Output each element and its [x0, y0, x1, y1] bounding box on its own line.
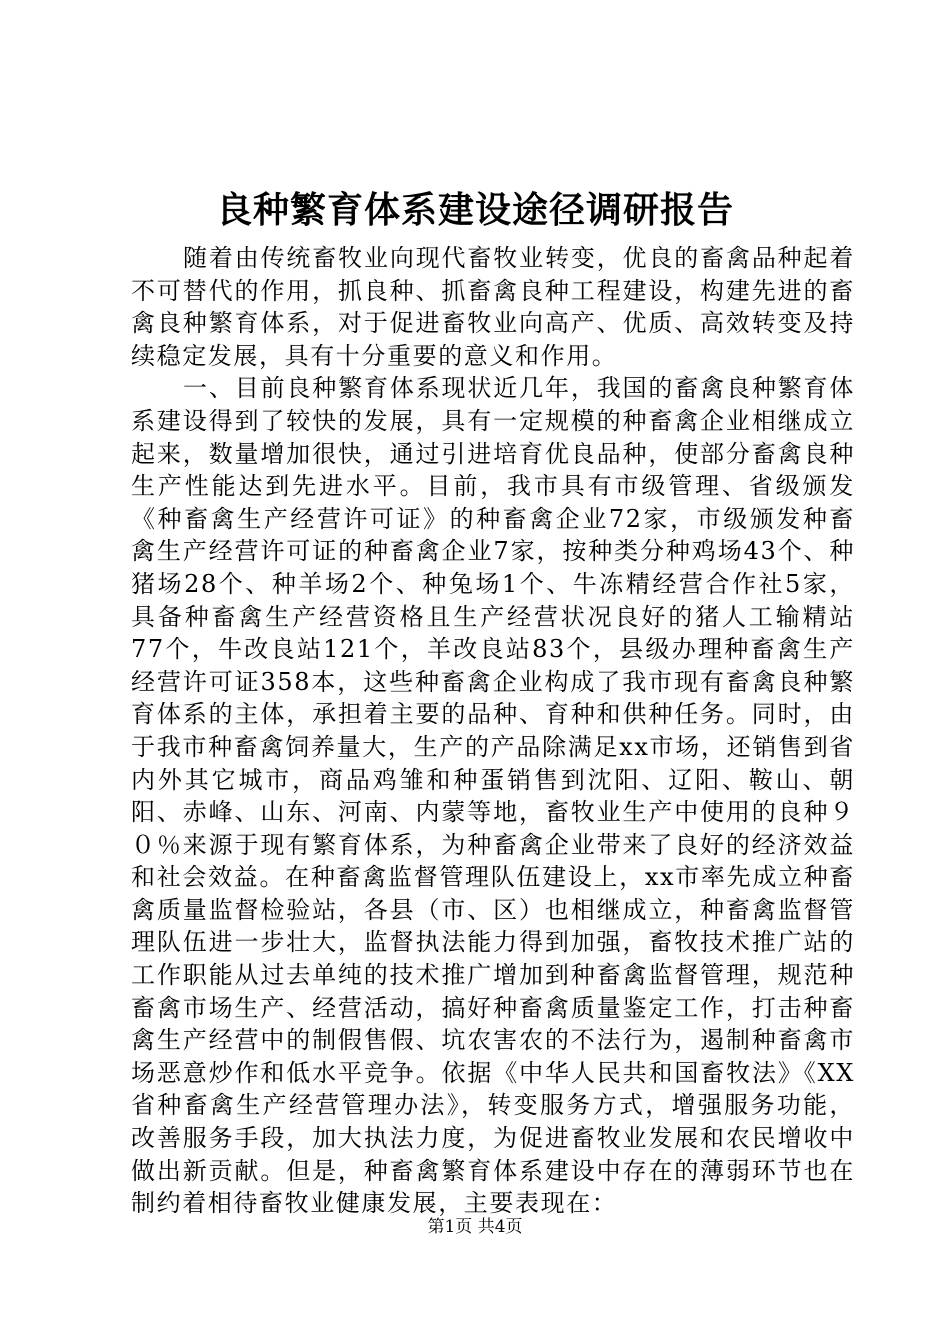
document-body — [131, 242, 855, 1220]
document-title: 良种繁育体系建设途径调研报告 — [215, 189, 734, 231]
page-number-footer: 第1页 共4页 — [427, 1217, 523, 1237]
intro-paragraph: 随着由传统畜牧业向现代畜牧业转变，优良的畜禽品种起着不可替代的作用，抓良种、抓畜禽良种工程建设，构建先进的畜禽良种繁育体系，对于促进畜牧业向高产、优质、高效转变及持续稳定发展，具有十分重要的意义和作用。 — [131, 244, 855, 370]
section-one-paragraph: 一、目前良种繁育体系现状近几年，我国的畜禽良种繁育体系建设得到了较快的发展，具有一定规模的种畜禽企业相继成立起来，数量增加很快，通过引进培育优良品种，使部分畜禽良种生产性能达到先进水平。目前，我市具有市级管理、省级颁发《种畜禽生产经营许可证》的种畜禽企业72家，市级颁发种畜禽生产经营许可证的种畜禽企业7家，按种类分种鸡场43个、种猪场28个、种羊场2个、种兔场1个、牛冻精经营合作社5家，具备种畜禽生产经营资格且生产经营状况良好的猪人工输精站77个，牛改良站121个，羊改良站83个，县级办理种畜禽生产经营许可证358本，这些种畜禽企业构成了我市现有畜禽良种繁育体系的主体，承担着主要的品种、育种和供种任务。同时，由于我市种畜禽饲养量大，生产的产品除满足xx市场，还销售到省内外其它城市，商品鸡雏和种蛋销售到沈阳、辽阳、鞍山、朝阳、赤峰、山东、河南、内蒙等地，畜牧业生产中使用的良种９０％来源于现有繁育体系，为种畜禽企业带来了良好的经济效益和社会效益。在种畜禽监督管理队伍建设上，xx市率先成立种畜禽质量监督检验站，各县（市、区）也相继成立，种畜禽监督管理队伍进一步壮大，监督执法能力得到加强，畜牧技术推广站的工作职能从过去单纯的技术推广增加到种畜禽监督管理，规范种畜禽市场生产、经营活动，搞好种畜禽质量鉴定工作，打击种畜禽生产经营中的制假售假、坑农害农的不法行为，遏制种畜禽市场恶意炒作和低水平竞争。依据《中华人民共和国畜牧法》《XX省种畜禽生产经营管理办法》，转变服务方式，增强服务功能，改善服务手段，加大执法力度，为促进畜牧业发展和农民增收中做出新贡献。但是，种畜禽繁育体系建设中存在的薄弱环节也在制约着相待畜牧业健康发展，主要表现在： — [131, 374, 855, 1218]
